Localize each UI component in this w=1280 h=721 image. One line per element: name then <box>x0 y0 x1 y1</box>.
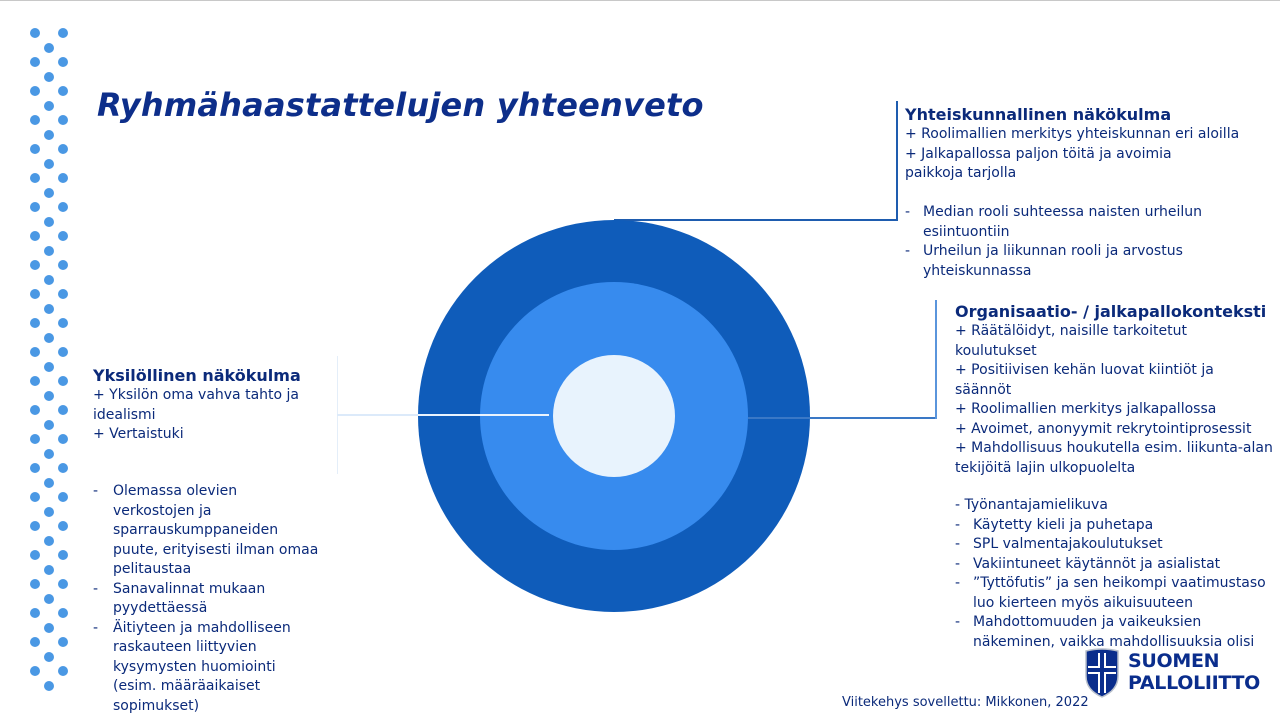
decorative-dot <box>44 536 54 546</box>
decorative-dot-pattern <box>28 28 74 698</box>
society-heading: Yhteiskunnallinen näkökulma <box>905 105 1172 124</box>
decorative-dot <box>44 43 54 53</box>
decorative-dot <box>30 202 40 212</box>
organization-positive: + Positiivisen kehän luovat kiintiöt ja <box>955 362 1214 378</box>
decorative-dot <box>44 594 54 604</box>
decorative-dot <box>58 666 68 676</box>
connector-individual-inner <box>418 414 549 416</box>
decorative-dot <box>44 652 54 662</box>
decorative-dot <box>30 260 40 270</box>
organization-negative: - SPL valmentajakoulutukset <box>955 536 1163 552</box>
decorative-dot <box>44 159 54 169</box>
individual-negative: - Olemassa olevien verkostojen ja sparrauskumppaneiden puute, erityisesti ilman omaa pelitaustaa <box>93 483 319 577</box>
decorative-dot <box>30 347 40 357</box>
decorative-dot <box>30 28 40 38</box>
individual-negative: - Sanavalinnat mukaan pyydettäessä <box>93 580 266 616</box>
society-perspective-block <box>905 104 1239 281</box>
decorative-dot <box>58 115 68 125</box>
decorative-dot <box>30 86 40 96</box>
organization-positive: + Avoimet, anonyymit rekrytointiprosessit <box>955 420 1252 437</box>
decorative-dot <box>30 463 40 473</box>
individual-perspective-block <box>93 365 301 445</box>
suomen-palloliitto-logo <box>1083 648 1261 698</box>
decorative-dot <box>58 608 68 618</box>
decorative-dot <box>44 101 54 111</box>
organization-positive: + Räätälöidyt, naisille tarkoitetut <box>955 323 1187 339</box>
decorative-dot <box>58 463 68 473</box>
decorative-dot <box>44 420 54 430</box>
concentric-circles-diagram <box>418 220 810 612</box>
decorative-dot <box>44 130 54 140</box>
decorative-dot <box>58 579 68 589</box>
organization-positive: säännöt <box>955 381 1012 398</box>
decorative-dot <box>30 608 40 618</box>
decorative-dot <box>58 28 68 38</box>
decorative-dot <box>58 521 68 531</box>
decorative-dot <box>58 86 68 96</box>
society-negative: - Urheilun ja liikunnan rooli ja arvostus yhteiskunnassa <box>905 243 1183 279</box>
individual-positive: + Yksilön oma vahva tahto ja <box>93 387 300 403</box>
slide-title: Ryhmähaastattelujen yhteenveto <box>97 86 704 124</box>
top-border <box>0 0 1280 1</box>
individual-positive: idealismi <box>93 406 156 423</box>
society-negative: - Median rooli suhteessa naisten urheilun esiintuontiin <box>905 204 1203 240</box>
organization-negative: - ”Tyttöfutis” ja sen heikompi vaatimustaso luo kierteen myös aikuisuuteen <box>955 575 1266 611</box>
decorative-dot <box>44 188 54 198</box>
decorative-dot <box>30 289 40 299</box>
decorative-dot <box>44 478 54 488</box>
decorative-dot <box>58 231 68 241</box>
decorative-dot <box>58 550 68 560</box>
decorative-dot <box>30 579 40 589</box>
decorative-dot <box>44 304 54 314</box>
decorative-dot <box>44 72 54 82</box>
decorative-dot <box>58 405 68 415</box>
decorative-dot <box>44 217 54 227</box>
decorative-dot <box>58 260 68 270</box>
organization-negatives-block <box>955 496 1266 652</box>
decorative-dot <box>30 144 40 154</box>
decorative-dot <box>58 318 68 328</box>
decorative-dot <box>44 246 54 256</box>
logo-wordmark: SUOMEN PALLOLIITTO <box>1128 650 1261 694</box>
decorative-dot <box>44 362 54 372</box>
decorative-dot <box>44 681 54 691</box>
connector-society-vertical <box>896 101 898 221</box>
organization-negative: - Mahdottomuuden ja vaikeuksien näkeminen, vaikka mahdollisuuksia olisi <box>955 614 1255 650</box>
decorative-dot <box>58 434 68 444</box>
organization-heading: Organisaatio- / jalkapallokonteksti <box>955 302 1267 321</box>
organization-context-block <box>955 301 1273 478</box>
decorative-dot <box>44 507 54 517</box>
individual-negative: - Äitiyteen ja mahdolliseen raskauteen liittyvien kysymysten huomiointi (esim. määräaikaiset sopimukset) <box>93 619 291 714</box>
decorative-dot <box>44 565 54 575</box>
decorative-dot <box>30 173 40 183</box>
decorative-dot <box>30 318 40 328</box>
decorative-dot <box>44 275 54 285</box>
decorative-dot <box>58 492 68 502</box>
society-positive: + Roolimallien merkitys yhteiskunnan eri aloilla <box>905 126 1240 142</box>
decorative-dot <box>30 57 40 67</box>
decorative-dot <box>30 115 40 125</box>
individual-negatives-block <box>93 482 318 716</box>
decorative-dot <box>30 637 40 647</box>
decorative-dot <box>30 666 40 676</box>
connector-organization-vertical <box>935 300 937 419</box>
decorative-dot <box>58 376 68 386</box>
decorative-dot <box>30 521 40 531</box>
decorative-dot <box>44 623 54 633</box>
decorative-dot <box>58 57 68 67</box>
decorative-dot <box>58 637 68 647</box>
individual-positive: + Vertaistuki <box>93 426 184 442</box>
decorative-dot <box>30 492 40 502</box>
decorative-dot <box>58 289 68 299</box>
organization-negative: - Vakiintuneet käytännöt ja asialistat <box>955 555 1221 572</box>
inner-ring-individual <box>553 355 675 477</box>
decorative-dot <box>30 376 40 386</box>
decorative-dot <box>44 333 54 343</box>
decorative-dot <box>44 391 54 401</box>
organization-positive: + Roolimallien merkitys jalkapallossa <box>955 401 1217 417</box>
decorative-dot <box>58 202 68 212</box>
organization-negative: - Työnantajamielikuva <box>955 497 1108 513</box>
organization-negative: - Käytetty kieli ja puhetapa <box>955 516 1154 533</box>
source-note: Viitekehys sovellettu: Mikkonen, 2022 <box>842 695 1089 710</box>
organization-positive: tekijöitä lajin ulkopuolelta <box>955 459 1136 476</box>
decorative-dot <box>30 434 40 444</box>
decorative-dot <box>58 173 68 183</box>
decorative-dot <box>30 231 40 241</box>
individual-heading: Yksilöllinen näkökulma <box>93 366 301 385</box>
decorative-dot <box>44 449 54 459</box>
decorative-dot <box>58 144 68 154</box>
decorative-dot <box>30 405 40 415</box>
society-positive: paikkoja tarjolla <box>905 165 1017 181</box>
organization-positive: koulutukset <box>955 342 1037 359</box>
connector-organization-horizontal <box>748 417 936 419</box>
decorative-dot <box>58 347 68 357</box>
decorative-dot <box>30 550 40 560</box>
society-positive: + Jalkapallossa paljon töitä ja avoimia <box>905 145 1172 162</box>
shield-cross-icon <box>1083 648 1121 698</box>
organization-positive: + Mahdollisuus houkutella esim. liikunta-alan <box>955 440 1273 456</box>
